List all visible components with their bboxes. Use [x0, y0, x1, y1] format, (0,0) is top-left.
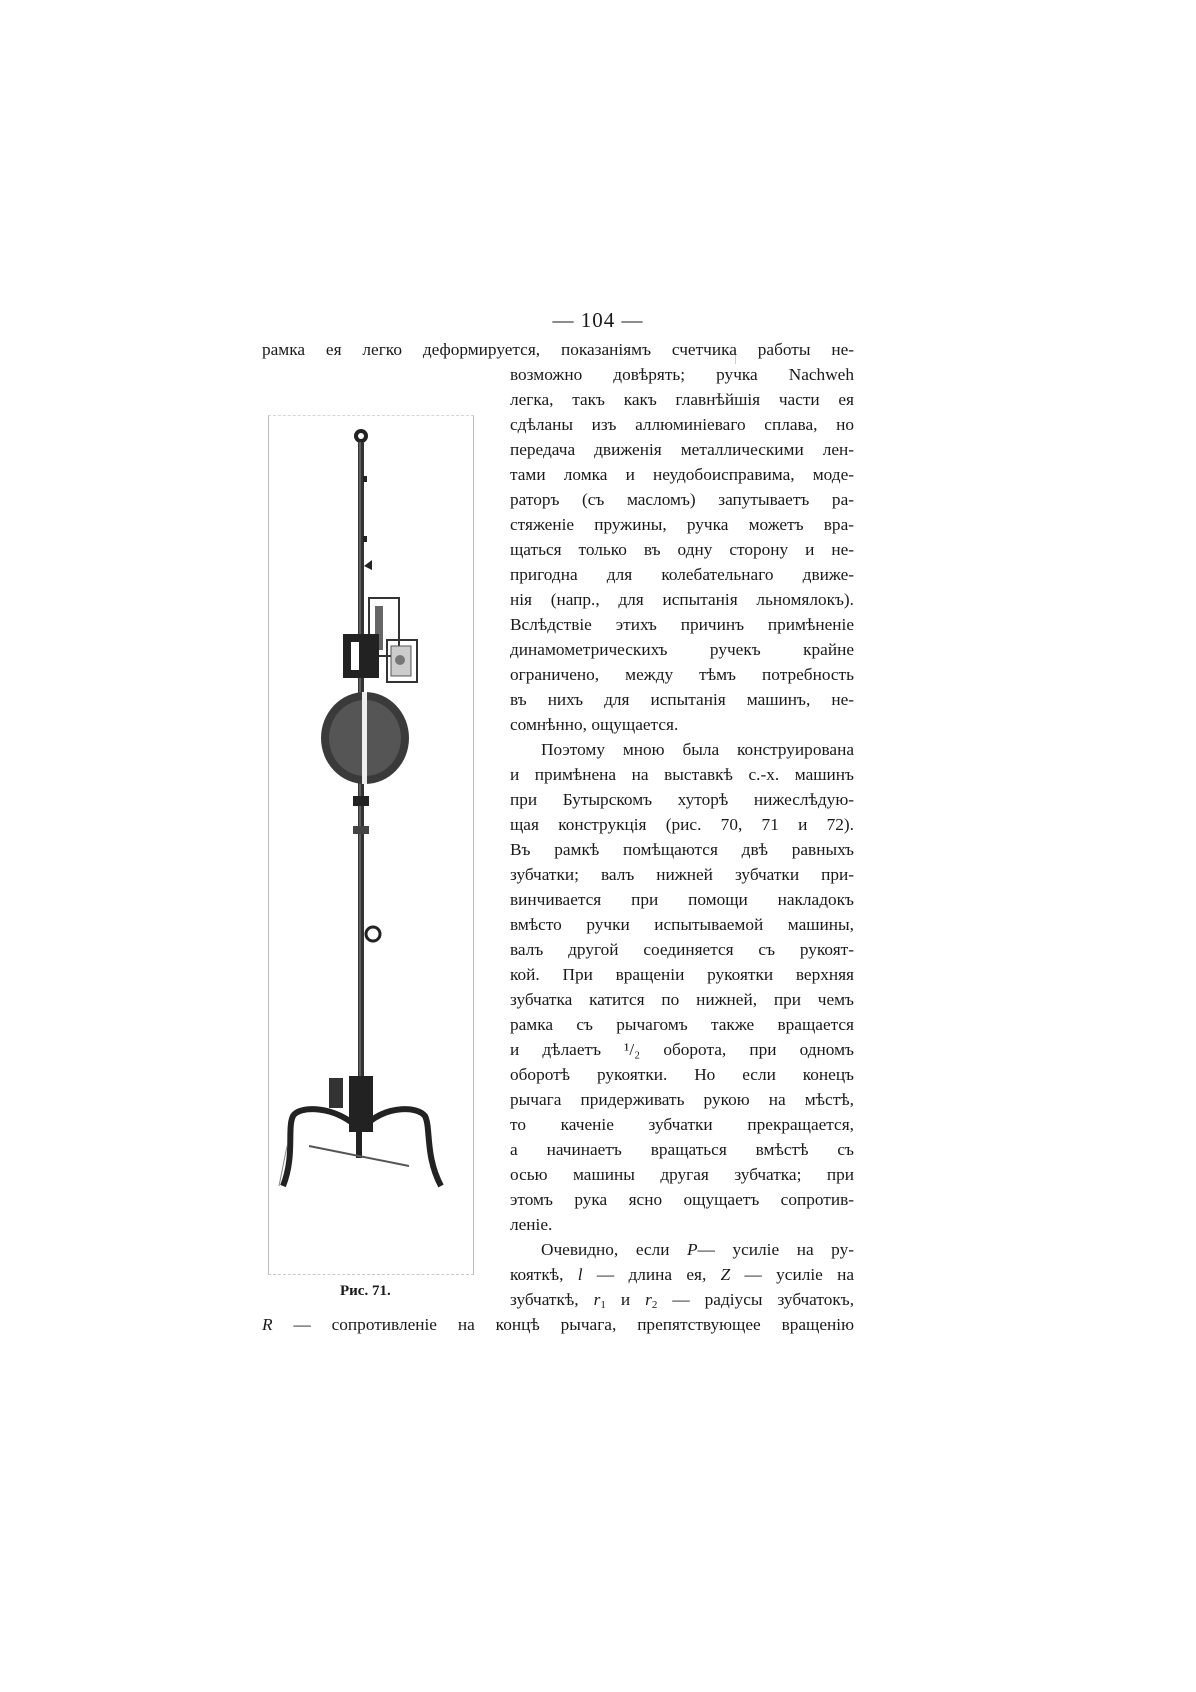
text-line: въ нихъ для испытанія машинъ, не- [510, 690, 854, 709]
text-line: раторъ (съ масломъ) запутываетъ ра- [510, 490, 854, 509]
text-line: Очевидно, если P— усиліе на ру- [541, 1240, 854, 1259]
base-hub [349, 1076, 373, 1132]
text-line: оборотѣ рукоятки. Но если конецъ [510, 1065, 854, 1084]
text-line: зубчатка катится по нижней, при чемъ [510, 990, 854, 1009]
clamp-block [343, 634, 379, 678]
text-line: и примѣнена на выставкѣ с.-х. машинъ [510, 765, 854, 784]
text-line: при Бутырскомъ хуторѣ нижеслѣдую- [510, 790, 854, 809]
text-line: кояткѣ, l — длина ея, Z — усиліе на [510, 1265, 855, 1284]
text-line: нія (напр., для испытанія льномялокъ). [510, 590, 854, 609]
text-line: тами ломка и неудобоисправима, моде- [510, 465, 854, 484]
text-line: щая конструкція (рис. 70, 71 и 72). [510, 815, 854, 834]
text-line: пригодна для колебательнаго движе- [510, 565, 854, 584]
tripod-leg-right [369, 1109, 441, 1186]
text-line: щаться только въ одну сторону и не- [510, 540, 854, 559]
page-number: — 104 — [552, 308, 644, 332]
text-line: и дѣлаетъ ¹/₂ оборота, при одномъ [510, 1040, 854, 1059]
text-line: рамка ея легко деформируется, показаніямъ счетчика работы не- [262, 340, 854, 359]
dynamometer-illustration [269, 416, 473, 1274]
text-line: осью машины другая зубчатка; при [510, 1165, 854, 1184]
text-line: сомнѣнно, ощущается. [510, 715, 679, 734]
text-line: стяженіе пружины, ручка можетъ вра- [510, 515, 854, 534]
figure-71 [268, 415, 474, 1275]
text-line: зубчатки; валъ нижней зубчатки при- [510, 865, 854, 884]
text-line: динамометрическихъ ручекъ крайне [510, 640, 854, 659]
text-line: валъ другой соединяется съ рукоят- [510, 940, 854, 959]
text-line: сдѣланы изъ аллюминіеваго сплава, но [510, 415, 854, 434]
text-line: рамка съ рычагомъ также вращается [510, 1015, 854, 1034]
text-line: ограничено, между тѣмъ потребность [510, 665, 854, 684]
text-line: Въ рамкѣ помѣщаются двѣ равныхъ [510, 840, 854, 859]
text-line: кой. При вращеніи рукоятки верхняя [510, 965, 854, 984]
text-line: то каченіе зубчатки прекращается, [510, 1115, 854, 1134]
text-line: зубчаткѣ, $r_1$ и $r_2$ — радіусы зубчатокъ, [510, 1290, 855, 1311]
text-line: R — сопротивленіе на концѣ рычага, препятствующее вращенію [262, 1315, 854, 1334]
figure-caption: Рис. 71. [340, 1283, 391, 1299]
adjust-knob [366, 927, 380, 941]
text-line: Вслѣдствіе этихъ причинъ примѣненіе [510, 615, 854, 634]
text-line: передача движенія металлическими лен- [510, 440, 854, 459]
text-line: Поэтому мною была конструирована [541, 740, 854, 759]
text-line: леніе. [510, 1215, 553, 1234]
text-line: возможно довѣрять; ручка Nachweh [510, 365, 854, 384]
text-line: винчивается при помощи накладокъ [510, 890, 854, 909]
text-line: этомъ рука ясно ощущаетъ сопротив- [510, 1190, 854, 1209]
text-line: а начинаетъ вращаться вмѣстѣ съ [510, 1140, 854, 1159]
text-line: легка, такъ какъ главнѣйшія части ея [510, 390, 854, 409]
text-line: рычага придерживать рукою на мѣстѣ, [510, 1090, 854, 1109]
text-line: вмѣсто ручки испытываемой машины, [510, 915, 854, 934]
